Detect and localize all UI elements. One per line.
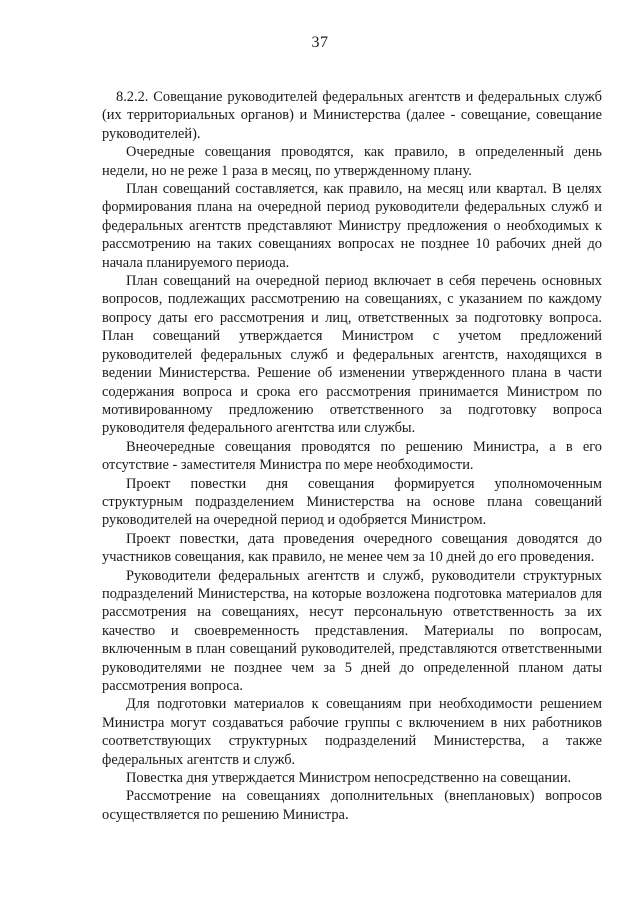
paragraph-agenda-draft: Проект повестки дня совещания формируется уполномоченным структурным подразделением Министерства на основе плана совещаний руководителей на очередной период и одобряется Министром.	[102, 475, 602, 529]
paragraph-working-groups: Для подготовки материалов к совещаниям при необходимости решением Министра могут создаваться рабочие группы с включением в них работников соответствующих структурных подразделений Министерства, а также федеральных агентств и служб.	[102, 696, 602, 768]
paragraph-agenda-notice: Проект повестки, дата проведения очередного совещания доводятся до участников совещания, как правило, не менее чем за 10 дней до его проведения.	[102, 530, 602, 566]
paragraph-additional-questions: Рассмотрение на совещаниях дополнительных (внеплановых) вопросов осуществляется по решению Министра.	[102, 788, 602, 823]
paragraph-responsibility: Руководители федеральных агентств и служб, руководители структурных подразделений Министерства, на которые возложена подготовка материалов для рассмотрения на совещаниях, несут персональную ответственность за их качество и своевременность представления. Материалы по вопросам, включенным в план совещаний руководителей, представляются ответственными руководителями не позднее чем за 5 дней до определенной планом даты рассмотрения вопроса.	[102, 567, 602, 694]
paragraph-meeting-plan: План совещаний составляется, как правило, на месяц или квартал. В целях формирования плана на очередной период руководители федеральных служб и федеральных агентств представляют Министру предложения о необходимых к рассмотрению на таких совещаниях вопросах не позднее 10 рабочих дней до начала планируемого периода.	[102, 181, 602, 271]
paragraph-8-2-2-heading: 8.2.2. Совещание руководителей федеральных агентств и федеральных служб (их территориальных органов) и Министерства (далее - совещание, совещание руководителей).	[102, 89, 602, 142]
paragraph-agenda-approval: Повестка дня утверждается Министром непосредственно на совещании.	[126, 770, 572, 787]
document-body	[102, 88, 602, 824]
page-number: 37	[311, 34, 329, 51]
paragraph-extraordinary-meetings: Внеочередные совещания проводятся по решению Министра, а в его отсутствие - заместителя Министра по мере необходимости.	[102, 438, 602, 474]
paragraph-regular-meetings: Очередные совещания проводятся, как правило, в определенный день недели, но не реже 1 раза в месяц, по утвержденному плану.	[102, 144, 602, 179]
paragraph-plan-contents: План совещаний на очередной период включает в себя перечень основных вопросов, подлежащих рассмотрению на совещаниях, с указанием по каждому вопросу даты его рассмотрения и лиц, ответственных за подготовку вопроса. План совещаний утверждается Министром с учетом предложений руководителей федеральных служб и федеральных агентств, находящихся в ведении Министерства. Решение об изменении утвержденного плана в части содержания вопроса и срока его рассмотрения принимается Министром по мотивированному предложению ответственного за подготовку вопроса руководителя федерального агентства или службы.	[102, 273, 602, 437]
